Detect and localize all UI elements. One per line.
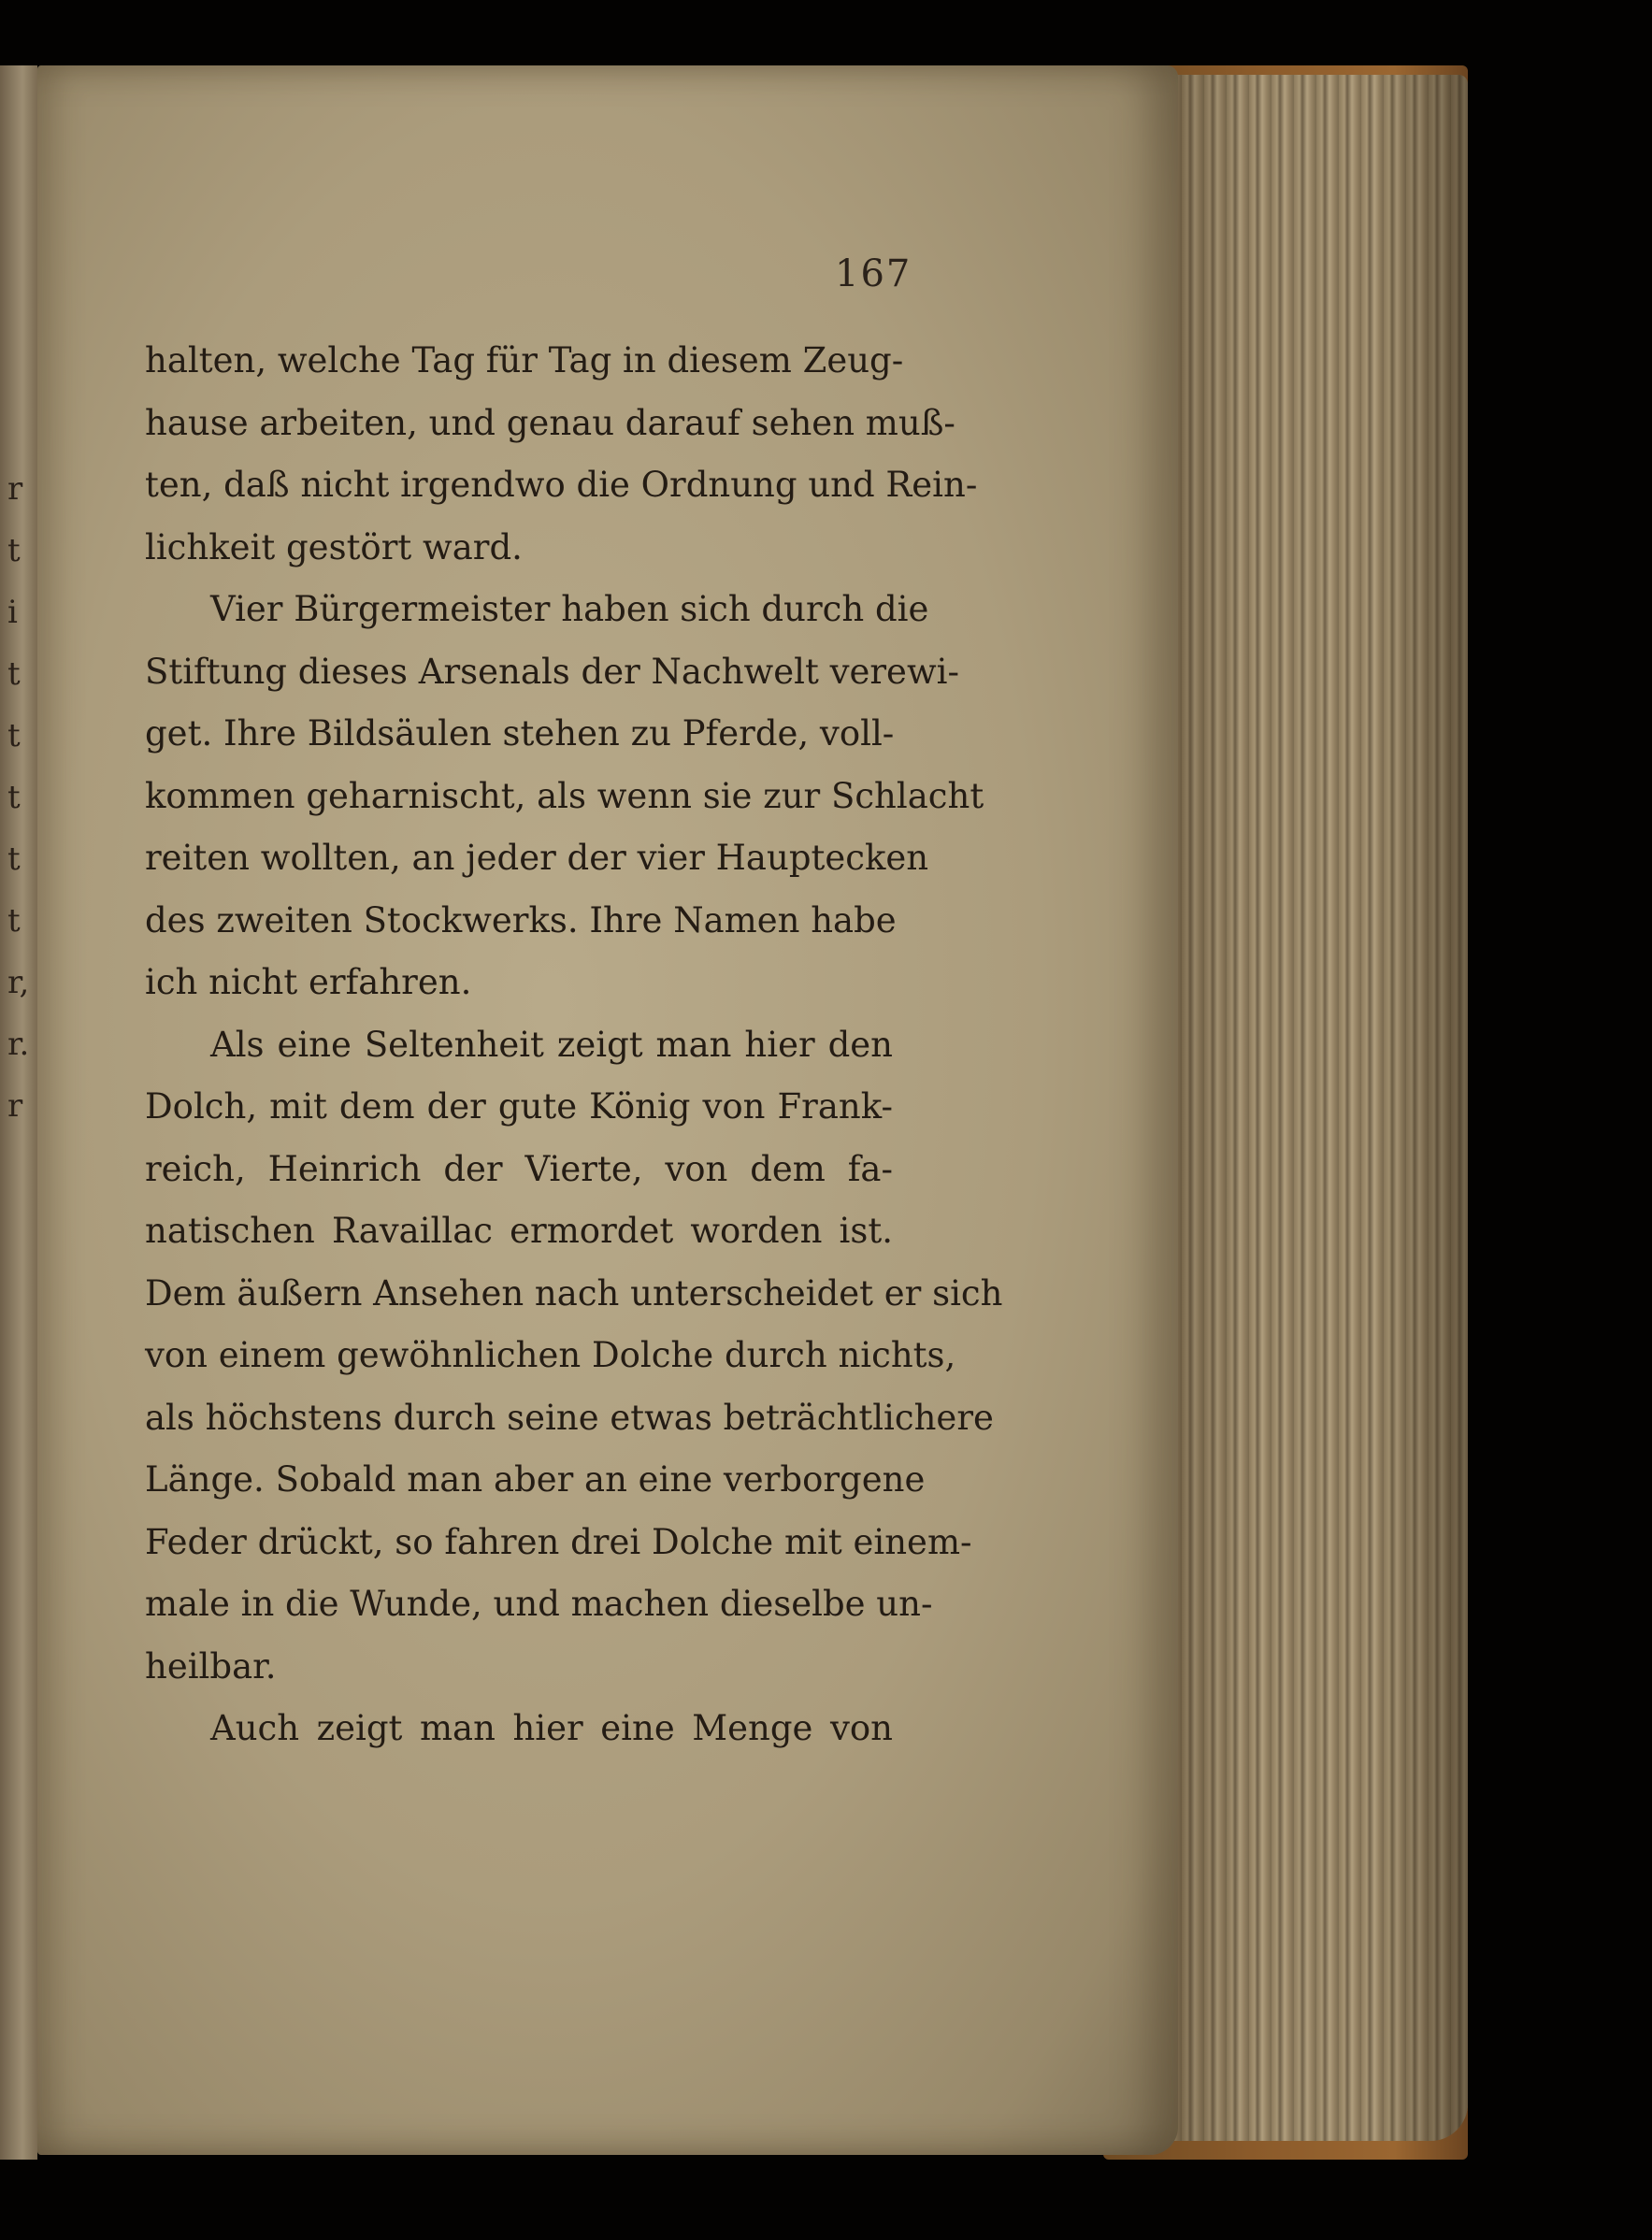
left-page-letters <box>7 458 36 1137</box>
text-line: Dem äußern Ansehen nach unterscheidet er sich <box>145 1272 1003 1314</box>
text-line: als höchstens durch seine etwas beträchtlichere <box>145 1397 994 1438</box>
text-line: Als eine Seltenheit zeigt man hier den <box>210 1024 893 1065</box>
text-line: Dolch, mit dem der gute König von Frank- <box>145 1086 893 1127</box>
left-page-letter: t <box>7 902 21 940</box>
text-line: Länge. Sobald man aber an eine verborgene <box>145 1459 926 1500</box>
left-page-letter: i <box>7 594 18 631</box>
left-page-letter: t <box>7 717 21 754</box>
left-page-letter: t <box>7 840 21 878</box>
text-line: Vier Bürgermeister haben sich durch die <box>210 589 929 629</box>
text-line: ten, daß nicht irgendwo die Ordnung und Rein- <box>145 465 978 505</box>
left-page-letter: t <box>7 655 21 693</box>
page-number: 167 <box>835 252 912 295</box>
left-page-letter: r <box>7 1087 23 1125</box>
text-line: get. Ihre Bildsäulen stehen zu Pferde, voll- <box>145 713 895 754</box>
text-line: von einem gewöhnlichen Dolche durch nichts, <box>145 1335 956 1375</box>
text-line: hause arbeiten, und genau darauf sehen muß- <box>145 402 955 443</box>
page-edges <box>1159 75 1468 2141</box>
left-page-letter: r <box>7 470 23 508</box>
text-line: reiten wollten, an jeder der vier Hauptecken <box>145 838 929 878</box>
text-line: kommen geharnischt, als wenn sie zur Schlacht <box>145 775 984 816</box>
left-page-letter: r, <box>7 964 30 1001</box>
text-line: Feder drückt, so fahren drei Dolche mit einem- <box>145 1521 972 1562</box>
text-line: lichkeit gestört ward. <box>145 526 523 567</box>
left-page-margin <box>0 65 37 2160</box>
text-line: ich nicht erfahren. <box>145 962 472 1002</box>
text-line: male in die Wunde, und machen dieselbe un- <box>145 1584 933 1624</box>
book-page <box>37 65 1178 2155</box>
left-page-letter: t <box>7 532 21 569</box>
left-page-letter: t <box>7 779 21 816</box>
text-line: Stiftung dieses Arsenals der Nachwelt verewi- <box>145 651 959 692</box>
text-line: reich, Heinrich der Vierte, von dem fa- <box>145 1148 893 1189</box>
text-line: natischen Ravaillac ermordet worden ist. <box>145 1211 893 1251</box>
left-page-letter: r. <box>7 1026 30 1063</box>
text-line: des zweiten Stockwerks. Ihre Namen habe <box>145 899 897 941</box>
text-line: heilbar. <box>145 1645 277 1687</box>
body-text <box>145 330 1003 1760</box>
text-line: Auch zeigt man hier eine Menge von <box>210 1708 893 1748</box>
text-line: halten, welche Tag für Tag in diesem Zeug- <box>145 340 904 381</box>
